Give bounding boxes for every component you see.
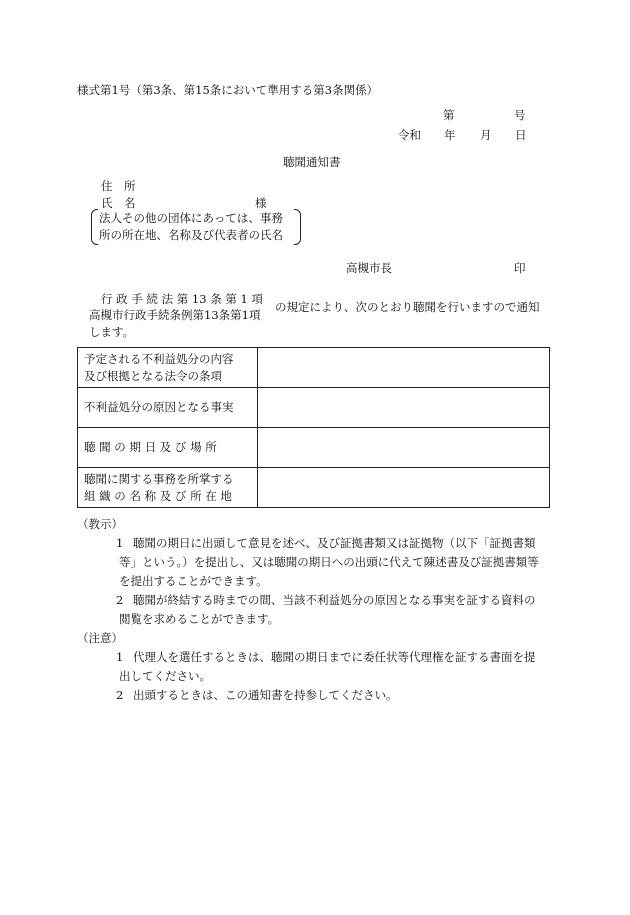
hearing-details-table <box>77 347 550 508</box>
form-number: 様式第1号（第3条、第15条において準用する第3条関係） <box>77 83 379 97</box>
doc-number-go: 号 <box>514 108 526 122</box>
chui-item2-line1: 出頭するときは、この通知書を持参してください。 <box>133 688 398 702</box>
left-bracket <box>91 209 98 245</box>
right-bracket <box>294 209 301 245</box>
table-row-value[interactable] <box>258 388 550 428</box>
row-label-line1: 不利益処分の原因となる事実 <box>84 400 234 415</box>
chui-item1-line1: 代理人を選任するときは、聴聞の期日までに委任状等代理権を証する書面を提 <box>133 650 536 664</box>
recipient-address-label: 住 所 <box>101 179 136 193</box>
kyoji-item2-line1: 聴聞が終結する時までの間、当該不利益処分の原因となる事実を証する資料の <box>133 593 536 607</box>
kyoji-item1-num: 1 <box>116 536 124 550</box>
document-title: 聴聞通知書 <box>283 155 341 169</box>
date-year: 年 <box>444 128 456 142</box>
chui-item2-num: 2 <box>116 688 124 702</box>
table-row-value[interactable] <box>258 468 550 508</box>
row-label-line1: 聴聞に関する事務を所掌する <box>84 471 234 486</box>
table-row-label <box>78 388 258 428</box>
chui-heading: （注意） <box>77 631 123 645</box>
sender-name: 高槻市長 <box>346 261 392 275</box>
row-label-line2: 及び根拠となる法令の条項 <box>84 368 222 383</box>
intro-law1: 行 政 手 続 法 第 13 条 第 1 項 <box>101 292 264 306</box>
table-row <box>78 388 550 428</box>
intro-law2: 高槻市行政手続条例第13条第1項 <box>89 308 261 322</box>
date-month: 月 <box>480 128 492 142</box>
date-day: 日 <box>515 128 527 142</box>
table-row-label <box>78 428 258 468</box>
kyoji-item2-num: 2 <box>116 593 124 607</box>
intro-text: の規定により、次のとおり聴聞を行いますので通知 <box>275 300 540 314</box>
chui-item1-line2: 出してください。 <box>119 669 211 683</box>
kyoji-item1-line2: 等」という。）を提出し、又は聴聞の期日への出頭に代えて陳述書及び証拠書類等 <box>119 555 539 569</box>
table-row <box>78 348 550 388</box>
row-label-line1: 聴 聞 の 期 日 及 び 場 所 <box>84 440 217 455</box>
chui-item1-num: 1 <box>116 650 124 664</box>
recipient-note-line2: 所の所在地、名称及び代表者の氏名 <box>99 228 283 242</box>
recipient-honorific: 様 <box>255 196 267 210</box>
kyoji-item2-line2: 閲覧を求めることができます。 <box>119 612 280 626</box>
table-row-value[interactable] <box>258 348 550 388</box>
recipient-name-label: 氏 名 <box>101 196 136 210</box>
row-label-line1: 予定される不利益処分の内容 <box>84 351 234 366</box>
table-row-label <box>78 348 258 388</box>
date-era: 令和 <box>398 128 421 142</box>
kyoji-item1-line1: 聴聞の期日に出頭して意見を述べ、及び証拠書類又は証拠物（以下「証拠書類 <box>133 536 536 550</box>
table-row <box>78 468 550 508</box>
doc-number-dai: 第 <box>443 108 455 122</box>
kyoji-heading: （教示） <box>77 517 123 531</box>
recipient-note-line1: 法人その他の団体にあっては、事務 <box>99 211 283 225</box>
table-row-value[interactable] <box>258 428 550 468</box>
intro-text-cont: します。 <box>89 325 135 339</box>
sender-seal: 印 <box>514 261 526 275</box>
kyoji-item1-line3: を提出することができます。 <box>119 574 268 588</box>
table-row <box>78 428 550 468</box>
table-row-label <box>78 468 258 508</box>
row-label-line2: 組 織 の 名 称 及 び 所 在 地 <box>84 488 232 503</box>
